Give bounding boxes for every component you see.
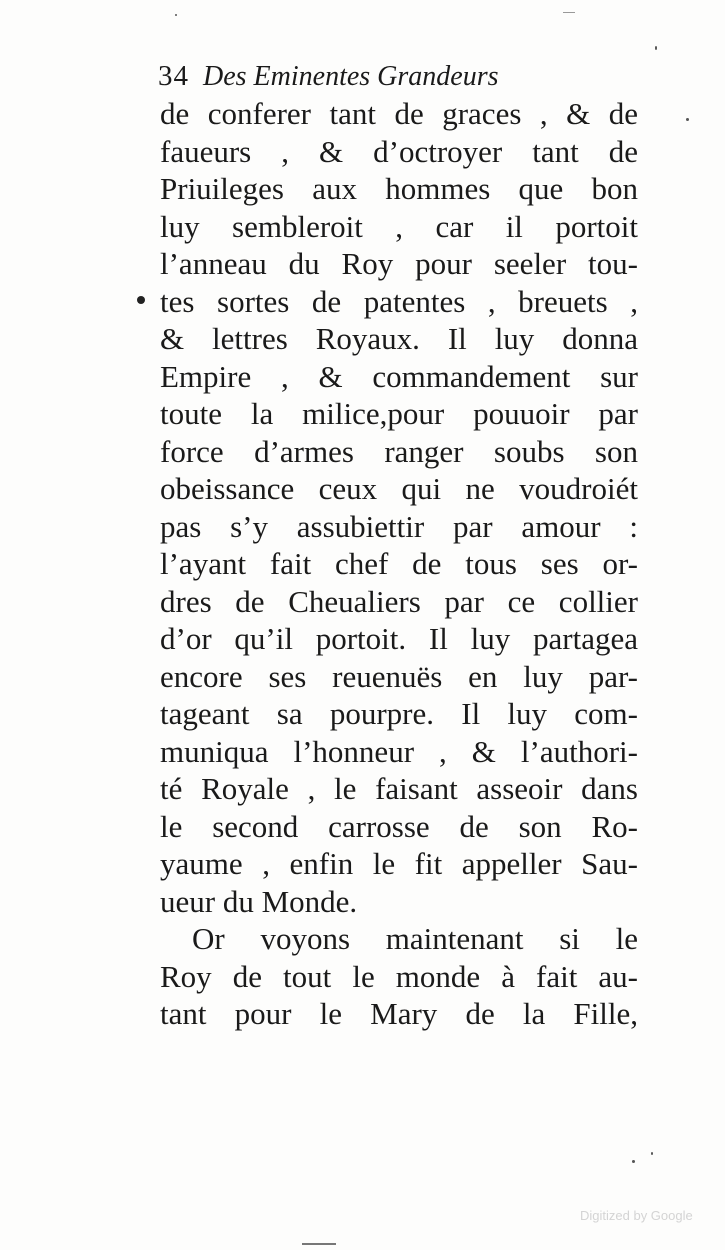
bottom-scan-mark xyxy=(302,1243,336,1245)
text-line: d’or qu’il portoit. Il luy partagea xyxy=(160,621,638,656)
text-line: Priuileges aux hommes que bon xyxy=(160,171,638,206)
text-line: yaume , enfin le fit appeller Sau- xyxy=(160,846,638,881)
text-line: encore ses reuenuës en luy par- xyxy=(160,658,638,694)
scan-speck xyxy=(655,46,657,50)
text-line: pas s’y assubiettir par amour : xyxy=(160,508,638,544)
text-line-paragraph-start: Or voyons maintenant si le xyxy=(192,921,638,956)
text-line: muniqua l’honneur , & l’authori- xyxy=(160,733,638,769)
digitized-watermark: Digitized by Google xyxy=(580,1208,693,1223)
text-line: té Royale , le faisant asseoir dans xyxy=(160,771,638,806)
text-line: tant pour le Mary de la Fille, xyxy=(160,996,638,1031)
running-head-title: Des Eminentes Grandeurs xyxy=(203,61,499,92)
body-text xyxy=(160,95,638,1033)
text-line: toute la milice,pour pouuoir par xyxy=(160,396,638,431)
text-line: force d’armes ranger soubs son xyxy=(160,433,638,469)
text-line: le second carrosse de son Ro- xyxy=(160,808,638,844)
text-line: & lettres Royaux. Il luy donna xyxy=(160,321,638,356)
running-head xyxy=(158,56,618,96)
page-number: 34 xyxy=(158,60,189,92)
text-line: dres de Cheualiers par ce collier xyxy=(160,583,638,619)
text-line: de conferer tant de graces , & de xyxy=(160,96,638,131)
text-line: Roy de tout le monde à fait au- xyxy=(160,958,638,994)
text-line: tageant sa pourpre. Il luy com- xyxy=(160,696,638,731)
text-line: l’anneau du Roy pour seeler tou- xyxy=(160,246,638,281)
text-line: Empire , & commandement sur xyxy=(160,358,638,394)
text-line: obeissance ceux qui ne voudroiét xyxy=(160,471,638,506)
scan-speck xyxy=(632,1160,635,1163)
margin-bullet-mark xyxy=(137,296,145,304)
text-line: tes sortes de patentes , breuets , xyxy=(160,283,638,319)
text-line: faueurs , & d’octroyer tant de xyxy=(160,133,638,169)
scan-speck xyxy=(651,1152,653,1155)
text-line: l’ayant fait chef de tous ses or- xyxy=(160,546,638,581)
scan-speck xyxy=(175,14,177,16)
text-line: luy sembleroit , car il portoit xyxy=(160,208,638,244)
top-scan-mark xyxy=(563,12,575,13)
scan-speck xyxy=(686,118,689,121)
text-line-paragraph-end: ueur du Monde. xyxy=(160,883,358,919)
